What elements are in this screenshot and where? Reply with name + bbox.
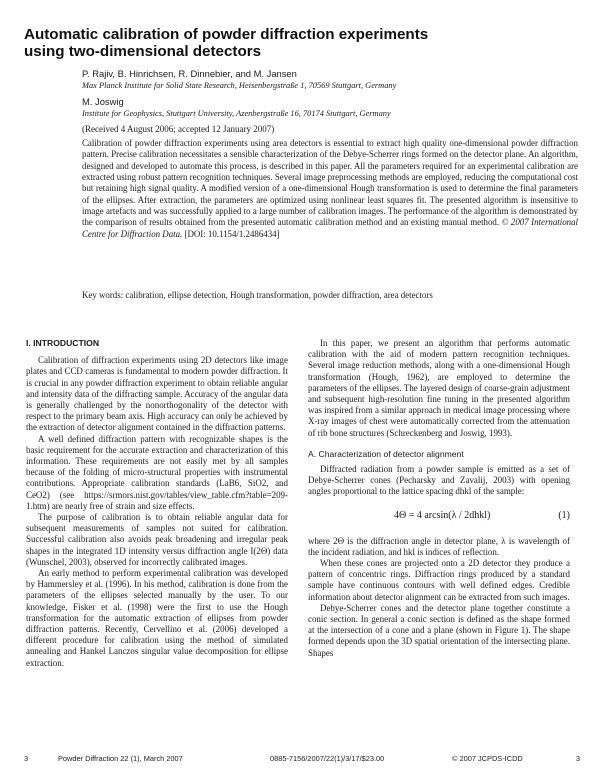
paragraph: In this paper, we present an algorithm that performs automatic calibration with the aid of modern pattern recognition techniques. Several image reduction methods, along with a one-dimensional Hough transformation (Hough, 1962), are employed to determine the parameters of the ellipses. The layered design of coarse-grain adjustment and subsequent high-resolution fine tuning in the presented algorithm was inspired from a similar approach in medical image processing where X-ray images of chest were automatically corrected from the attenuation of rib bone structures (Schreckenberg and Joswig, 1993). [308,338,570,438]
paragraph: Debye-Scherrer cones and the detector plane together constitute a conic section. In general a conic section is defined as the shape formed at the intersection of a cone and a plane (shown in Figure 1). The shape formed depends upon the 3D spatial orientation of the intersecting plane. Shapes [308,602,570,658]
left-column [26,338,288,669]
page-number-left: 3 [24,754,29,763]
received-dates: (Received 4 August 2006; accepted 12 January 2007) [82,124,275,134]
doi: [DOI: 10.1154/1.2486434] [184,228,280,239]
equation-number: (1) [558,509,570,521]
article-title: Automatic calibration of powder diffraction experiments using two-dimensional detectors [24,26,429,60]
section-heading-introduction: I. INTRODUCTION [26,338,100,348]
paragraph: A well defined diffraction pattern with recognizable shapes is the basic requirement for the accurate extraction and characterization of this information. These requirements are not easily met by all samples because of the folding of micro-structural properties with instrumental contributions. Appropriate calibration standards (LaB6, SiO2, and CeO2) (see https://srmors.nist.gov/tables/view_table.cfm?table=209-1.htm) are nearly free of strain and size effects. [26,433,288,511]
paragraph: An early method to perform experimental calibration was developed by Hammersley et al. (1996). In his method, calibration is done from the parameters of the ellipses selected manually by the user. To our knowledge, Fisker et al. (1998) were the first to use the Hough transformation for the automatic extraction of ellipses from powder diffraction patterns. Recently, Cervellino et al. (2006) developed a different procedure for calibration using the method of simulated annealing and Hankel Lanczos singular value decomposition for ellipse extraction. [26,568,288,668]
paragraph: where 2Θ is the diffraction angle in detector plane, λ is wavelength of the incident radiation, and hkl is indices of reflection. [308,535,570,557]
affiliation-1: Max Planck Institute for Solid State Research, Heisenbergstraße 1, 70569 Stuttgart, Germany [82,81,397,90]
footer-copyright: © 2007 JCPDS-ICDD [452,754,523,763]
subsection-heading: A. Characterization of detector alignment [308,448,464,459]
paragraph: When these cones are projected onto a 2D detector they produce a pattern of concentric rings. Diffraction rings produced by a standard sample have continuous contours with well defined edges. Credible information about detector alignment can be extracted from such images. [308,558,570,602]
paragraph: Diffracted radiation from a powder sample is emitted as a set of Debye-Scherrer cones (Pecharsky and Zavalij, 2003) with opening angles proportional to the lattice spacing dhkl of the sample: [308,464,570,497]
page-number-right: 3 [575,754,580,763]
paragraph: Calibration of diffraction experiments using 2D detectors like image plates and CCD cameras is fundamental to modern powder diffraction. It is crucial in any powder diffraction experiment to obtain reliable angular and intensity data of the diffracting sample. Accuracy of the angular data is generally challenged by the nonorthogonality of the detector with respect to the primary beam axis. High accuracy can only be achieved by the extraction of detector alignment contained in the diffraction patterns. [26,355,288,433]
issn-price: 0885-7156/2007/22(1)/3/17/$23.00 [270,754,385,763]
author-list-1: P. Rajiv, B. Hinrichsen, R. Dinnebier, and M. Jansen [82,68,297,79]
right-column [308,338,570,659]
keywords: Key words: calibration, ellipse detection, Hough transformation, powder diffraction, area detectors [82,290,433,300]
paragraph: The purpose of calibration is to obtain reliable angular data for subsequent measurements of samples not suited for calibration. Successful calibration also avoids peak broadening and irregular peak shapes in the integrated 1D intensity versus diffraction angle I(2Θ) data (Wunschel, 2003), observed for incorrectly calibrated images. [26,512,288,567]
affiliation-2: Institute for Geophysics, Stuttgart University, Azenbergstraße 16, 70174 Stuttgart, Germany [82,109,391,118]
journal-citation: Powder Diffraction 22 (1), March 2007 [58,754,183,763]
equation-expression: 4Θ = 4 arcsin(λ / 2dhkl) [394,509,491,521]
equation-1 [308,500,570,534]
author-list-2: M. Joswig [82,96,124,107]
abstract-copyright: © 2007 International Centre for Diffraction Data. [82,217,578,239]
abstract [82,138,578,240]
abstract-text: Calibration of powder diffraction experiments using area detectors is essential to extract high quality one-dimensional powder diffraction pattern. Precise calibration necessitates a sensible characterization of the Debye-Scherrer rings formed on the detector plane. An algorithm, designed and developed to automate this process, is described in this paper. All the parameters required for an experimental calibration are extracted using robust pattern recognition techniques. Several image preprocessing methods are employed, reducing the computational cost but retaining high signal quality. A modified version of a one-dimensional Hough transformation is used to determine the final parameters of the ellipses. After extraction, the parameters are optimized using nonlinear least squares fit. The presented algorithm is insensitive to image artefacts and was successfully applied to a large number of calibration images. The performance of the algorithm is demonstrated by the comparison of results obtained from the presented automatic calibration method and an existing manual method. [82,138,578,228]
